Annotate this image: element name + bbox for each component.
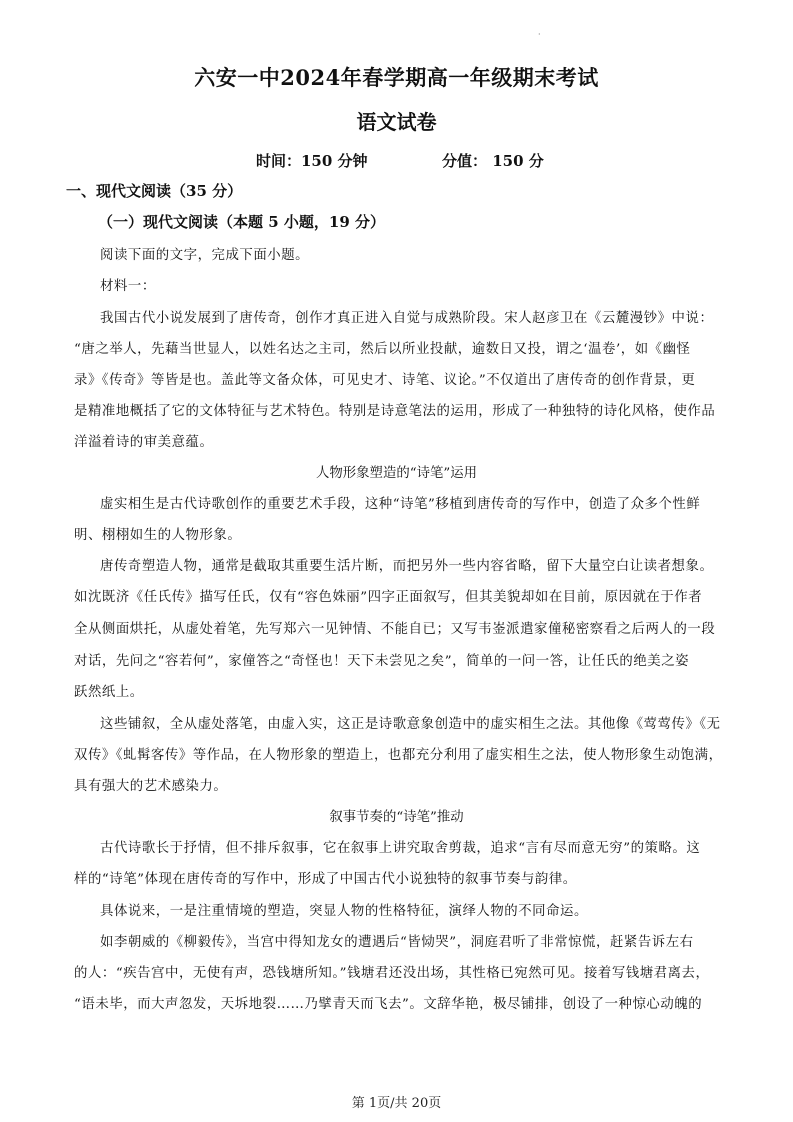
- paragraph-line: 具有强大的艺术感染力。: [74, 779, 228, 794]
- exam-title: 六安一中2024年春学期高一年级期末考试: [194, 65, 599, 90]
- section-heading: 一、现代文阅读（35 分）: [66, 182, 243, 200]
- paragraph-line: 虚实相生是古代诗歌创作的重要艺术手段，这种“诗笔”移植到唐传奇的写作中，创造了众多个性鲜: [100, 497, 701, 512]
- paragraph-line: 双传》《虬髯客传》等作品，在人物形象的塑造上，也都充分利用了虚实相生之法，使人物形象生动饱满，: [74, 748, 723, 763]
- paragraph-line: 古代诗歌长于抒情，但不排斥叙事，它在叙事上讲究取舍剪裁，追求“言有尽而意无穷”的策略。这: [100, 841, 701, 856]
- corner-mark: ·: [538, 30, 541, 39]
- paragraph-line: 的人：“疾告宫中，无使有声，恐钱塘所知。”钱塘君还没出场，其性格已宛然可见。接着写钱塘君离去，: [74, 966, 710, 981]
- paragraph-line: 具体说来，一是注重情境的塑造，突显人物的性格特征，演绎人物的不同命运。: [100, 904, 588, 919]
- paragraph-line: 洋溢着诗的审美意蕴。: [74, 435, 214, 450]
- paragraph-line: 如沈既济《任氏传》描写任氏，仅有“容色姝丽”四字正面叙写，但其美貌却如在目前，原因就在于作者: [74, 590, 703, 605]
- score-label: 分值： 150 分: [442, 152, 544, 170]
- paragraph-line: 对话，先问之“容若何”，家僮答之“奇怪也！天下未尝见之矣”，简单的一问一答，让任氏的绝美之姿: [74, 654, 690, 669]
- paragraph-line: 跃然纸上。: [74, 685, 144, 700]
- material-label: 材料一：: [100, 279, 156, 294]
- paragraph-line: 录》《传奇》等皆是也。盖此等文备众体，可见史才、诗笔、议论。”不仅道出了唐传奇的创作背景，更: [74, 373, 696, 388]
- paragraph-line: 唐传奇塑造人物，通常是截取其重要生活片断，而把另外一些内容省略，留下大量空白让读者想象。: [100, 559, 714, 574]
- paragraph-line: 这些铺叙，全从虚处落笔，由虚入实，这正是诗歌意象创造中的虚实相生之法。其他像《莺莺传》《无: [100, 717, 721, 732]
- paragraph-line: 全从侧面烘托，从虚处着笔，先写郑六一见钟情、不能自已；又写韦崟派遣家僮秘密察看之后两人的一段: [74, 622, 716, 637]
- paragraph-line: 是精准地概括了它的文体特征与艺术特色。特别是诗意笔法的运用，形成了一种独特的诗化风格，使作品: [74, 404, 716, 419]
- paragraph-line: 我国古代小说发展到了唐传奇，创作才真正进入自觉与成熟阶段。宋人赵彦卫在《云麓漫钞》中说：: [100, 311, 714, 326]
- paragraph-line: “唐之举人，先藉当世显人，以姓名达之主司，然后以所业投献，逾数日又投，谓之‘温卷’，如《幽怪: [74, 342, 691, 357]
- paragraph-line: 如李朝威的《柳毅传》，当宫中得知龙女的遭遇后“皆恸哭”，洞庭君听了非常惊慌，赶紧告诉左右: [100, 935, 694, 950]
- section-title-character: 人物形象塑造的“诗笔”运用: [316, 466, 477, 481]
- section-subheading: （一）现代文阅读（本题 5 小题，19 分）: [98, 213, 385, 231]
- paragraph-line: “语未毕，而大声忽发，天坼地裂……乃擘青天而飞去”。文辞华艳，极尽铺排，创设了一种惊心动魄的: [74, 997, 703, 1012]
- instruction: 阅读下面的文字，完成下面小题。: [100, 248, 310, 263]
- section-title-narrative: 叙事节奏的“诗笔”推动: [329, 810, 464, 825]
- exam-subtitle: 语文试卷: [356, 110, 437, 134]
- paragraph-line: 样的“诗笔”体现在唐传奇的写作中，形成了中国古代小说独特的叙事节奏与韵律。: [74, 872, 577, 887]
- time-label: 时间：150 分钟: [256, 152, 368, 170]
- page-number: 第 1页/共 20页: [351, 1096, 442, 1111]
- paragraph-line: 明、栩栩如生的人物形象。: [74, 528, 242, 543]
